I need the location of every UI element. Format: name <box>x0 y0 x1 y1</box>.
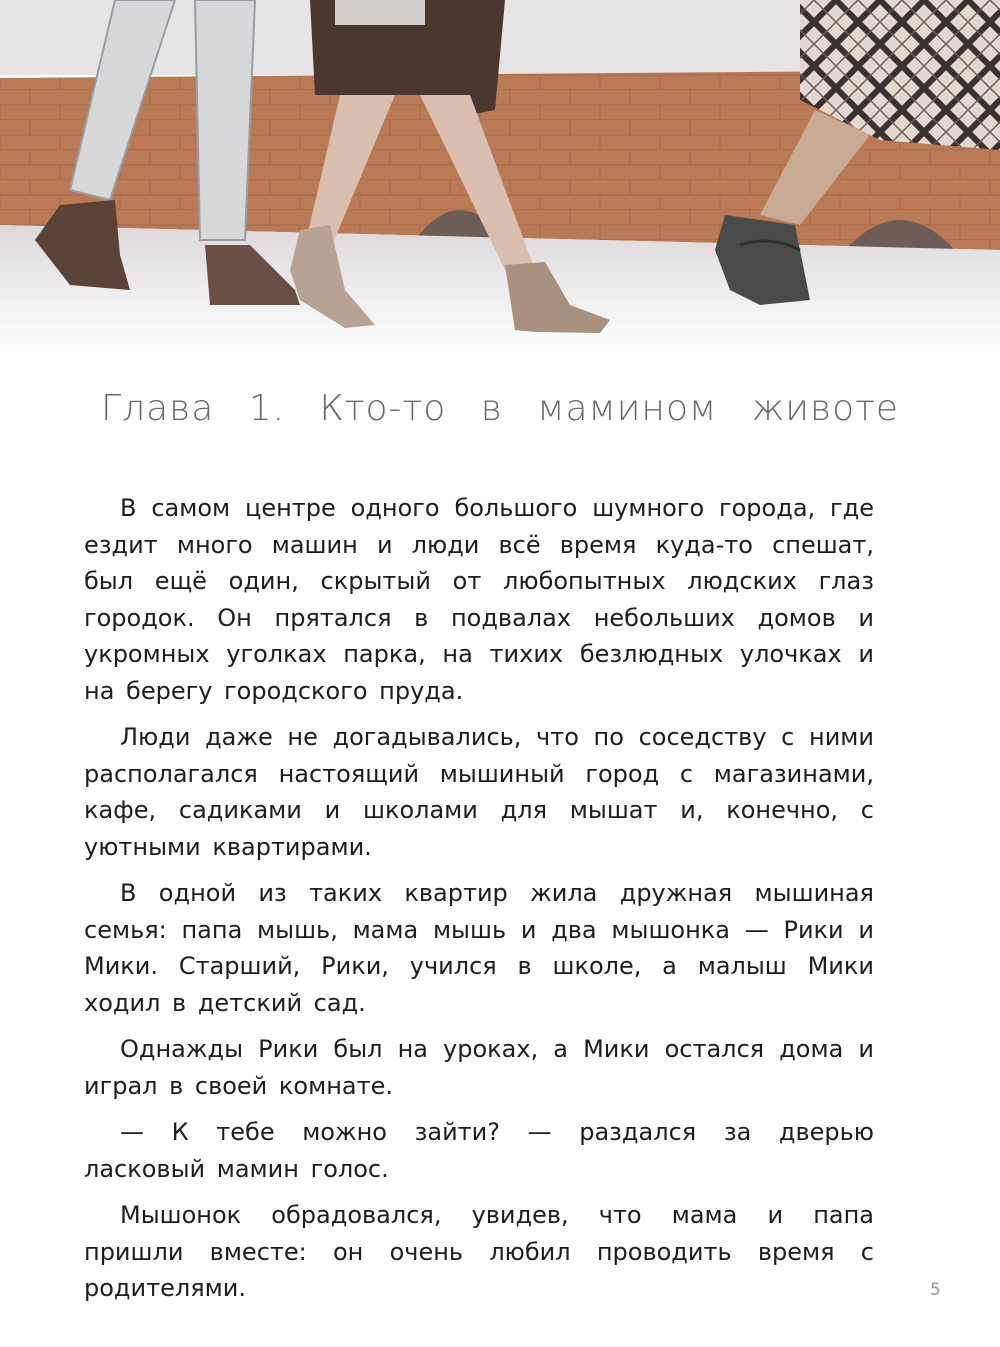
story-text <box>84 490 874 1317</box>
paragraph: — К тебе можно зайти? — раздался за дверью ласковый мамин голос. <box>84 1118 874 1183</box>
header-illustration <box>0 0 1000 350</box>
paragraph: Однажды Рики был на уроках, а Мики остался дома и играл в своей комнате. <box>84 1035 874 1100</box>
left-trouser-leg-2 <box>195 0 255 240</box>
chapter-title: Глава 1. Кто-то в мамином животе <box>101 388 899 429</box>
street-legs-illustration <box>0 0 1000 350</box>
coat-bag <box>335 0 425 25</box>
paragraph: В одной из таких квартир жила дружная мышиная семья: папа мышь, мама мышь и два мышонка — Рики и Мики. Старший, Рики, учился в школе, а малыш Мики ходил в детский сад. <box>84 879 874 1017</box>
paragraph: В самом центре одного большого шумного города, где ездит много машин и люди всё время куда-то спешат, был ещё один, скрытый от любопытных людских глаз городок. Он прятался в подвалах небольших домов и укромных уголках парка, на тихих безлюдных улочках и на берегу городского пруда. <box>84 494 874 705</box>
paragraph: Мышонок обрадовался, увидев, что мама и папа пришли вместе: он очень любил проводить время с родителями. <box>84 1201 874 1302</box>
paragraph: Люди даже не догадывались, что по соседству с ними располагался настоящий мышиный город с магазинами, кафе, садиками и школами для мышат и, конечно, с уютными квартирами. <box>84 723 874 861</box>
page-number: 5 <box>930 1280 941 1300</box>
